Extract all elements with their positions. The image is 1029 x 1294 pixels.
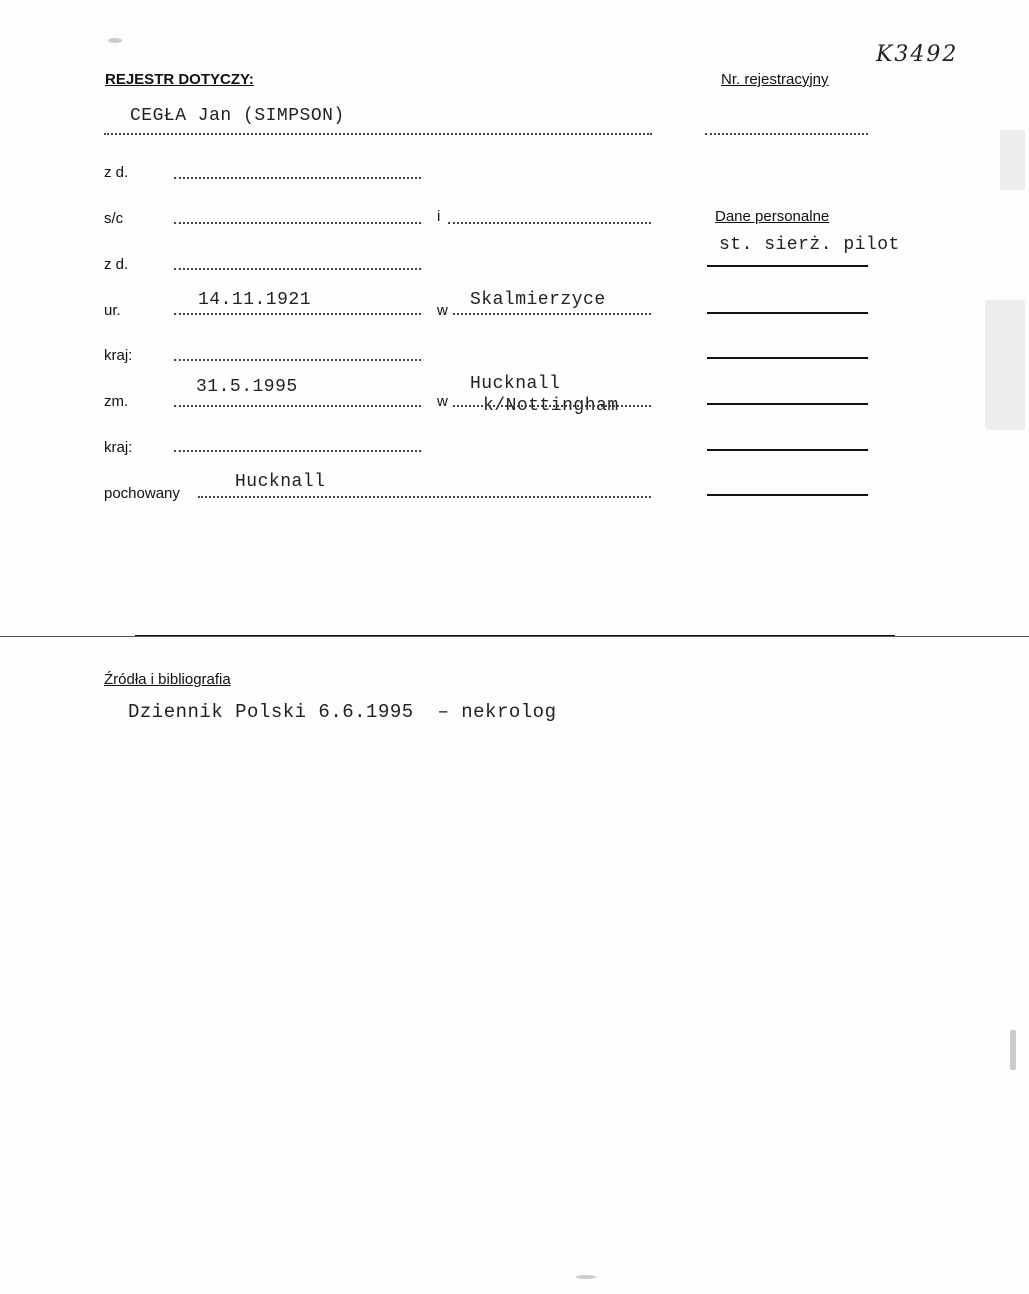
sc-label: s/c: [104, 210, 124, 227]
died-date: 31.5.1995: [196, 377, 298, 397]
kraj-label-2: kraj:: [104, 439, 133, 456]
ur-label: ur.: [104, 302, 121, 319]
zd-label-1: z d.: [104, 164, 129, 181]
zm-dotted-line: [174, 405, 421, 407]
i-label: i: [437, 208, 441, 225]
born-date: 14.11.1921: [198, 290, 312, 310]
dane-rank: st. sierż. pilot: [719, 235, 900, 255]
dane-line-6: [707, 494, 868, 496]
section-divider: [135, 635, 895, 636]
died-place-line1: Hucknall: [470, 374, 561, 394]
fold-line: [0, 636, 1029, 637]
handwritten-reference: K3492: [876, 42, 959, 67]
w-died-label: w: [437, 393, 448, 410]
dane-line-1: [707, 265, 868, 267]
sources-label: Źródła i bibliografia: [104, 671, 231, 688]
pochowany-label: pochowany: [104, 485, 180, 502]
scan-speck: [1010, 1030, 1016, 1070]
zd-label-2: z d.: [104, 256, 129, 273]
zm-label: zm.: [104, 393, 129, 410]
kraj-dotted-line-1: [174, 359, 421, 361]
kraj-label-1: kraj:: [104, 347, 133, 364]
dane-line-4: [707, 403, 868, 405]
born-place-dotted-line: [453, 313, 651, 315]
dane-line-5: [707, 449, 868, 451]
buried-place: Hucknall: [235, 472, 326, 492]
pochowany-dotted-line: [198, 496, 651, 498]
died-place-line2: k/Nottingham: [483, 396, 619, 416]
died-place-dotted-line: [453, 405, 651, 407]
scan-speck: [576, 1275, 596, 1279]
nr-rejestracyjny-dotted-line: [705, 133, 868, 135]
dane-personalne-label: Dane personalne: [715, 208, 830, 225]
sc-dotted-line: [174, 222, 421, 224]
dane-line-2: [707, 312, 868, 314]
person-name: CEGŁA Jan (SIMPSON): [130, 106, 345, 126]
born-place: Skalmierzyce: [470, 290, 606, 310]
zd-dotted-line-1: [174, 177, 421, 179]
dane-line-3: [707, 357, 868, 359]
zd-dotted-line-2: [174, 268, 421, 270]
w-born-label: w: [437, 302, 448, 319]
sources-entry: Dziennik Polski 6.6.1995 – nekrolog: [128, 701, 557, 723]
scan-stain: [1000, 130, 1025, 190]
scan-stain: [985, 300, 1025, 430]
ur-dotted-line: [174, 313, 421, 315]
nr-rejestracyjny-label: Nr. rejestracyjny: [721, 71, 829, 88]
i-dotted-line: [448, 222, 651, 224]
rejestr-label: REJESTR DOTYCZY:: [105, 71, 254, 88]
scan-speck: [108, 38, 122, 43]
kraj-dotted-line-2: [174, 450, 421, 452]
name-dotted-line: [104, 133, 652, 135]
